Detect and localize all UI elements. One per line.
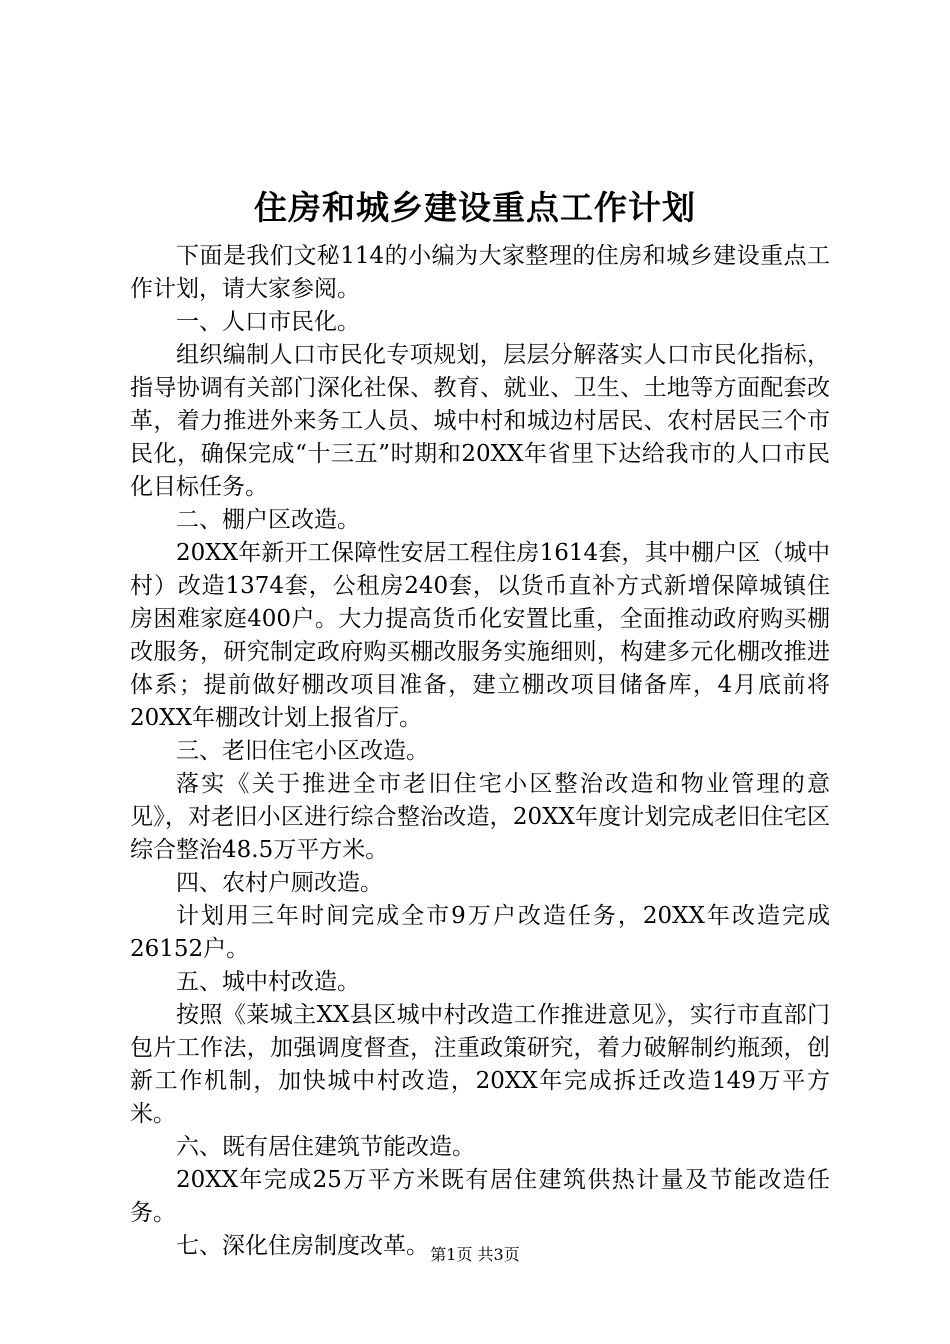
paragraph-5: 按照《莱城主XX县区城中村改造工作推进意见》，实行市直部门包片工作法，加强调度督查，注重政策研究，着力破解制约瓶颈，创新工作机制，加快城中村改造，20XX年完成拆迁改造149万平方米。 <box>130 1002 830 1127</box>
heading-1: 一、人口市民化。 <box>176 309 360 335</box>
heading-4: 四、农村户厕改造。 <box>176 870 383 896</box>
paragraph-intro: 下面是我们文秘114的小编为大家整理的住房和城乡建设重点工作计划，请大家参阅。 <box>130 243 830 302</box>
document-body <box>130 240 830 1263</box>
heading-6: 六、既有居住建筑节能改造。 <box>176 1134 475 1160</box>
heading-3: 三、老旧住宅小区改造。 <box>176 738 429 764</box>
heading-7: 七、深化住房制度改革。 <box>176 1233 429 1259</box>
paragraph-4: 计划用三年时间完成全市9万户改造任务，20XX年改造完成26152户。 <box>130 903 830 962</box>
document-title: 住房和城乡建设重点工作计划 <box>254 188 696 227</box>
heading-5: 五、城中村改造。 <box>176 969 360 995</box>
paragraph-2: 20XX年新开工保障性安居工程住房1614套，其中棚户区（城中村）改造1374套，公租房240套，以货币直补方式新增保障城镇住房困难家庭400户。大力提高货币化安置比重，全面推动政府购买棚改服务，研究制定政府购买棚改服务实施细则，构建多元化棚改推进体系；提前做好棚改项目准备，建立棚改项目储备库，4月底前将20XX年棚改计划上报省厅。 <box>130 540 830 731</box>
paragraph-1: 组织编制人口市民化专项规划，层层分解落实人口市民化指标，指导协调有关部门深化社保、教育、就业、卫生、土地等方面配套改革，着力推进外来务工人员、城中村和城边村居民、农村居民三个市民化，确保完成“十三五”时期和20XX年省里下达给我市的人口市民化目标任务。 <box>130 342 830 500</box>
paragraph-6: 20XX年完成25万平方米既有居住建筑供热计量及节能改造任务。 <box>130 1167 830 1226</box>
heading-2: 二、棚户区改造。 <box>176 507 360 533</box>
paragraph-3: 落实《关于推进全市老旧住宅小区整治改造和物业管理的意见》，对老旧小区进行综合整治改造，20XX年度计划完成老旧住宅区综合整治48.5万平方米。 <box>130 771 830 863</box>
page-footer: 第1页 共3页 <box>430 1245 520 1264</box>
